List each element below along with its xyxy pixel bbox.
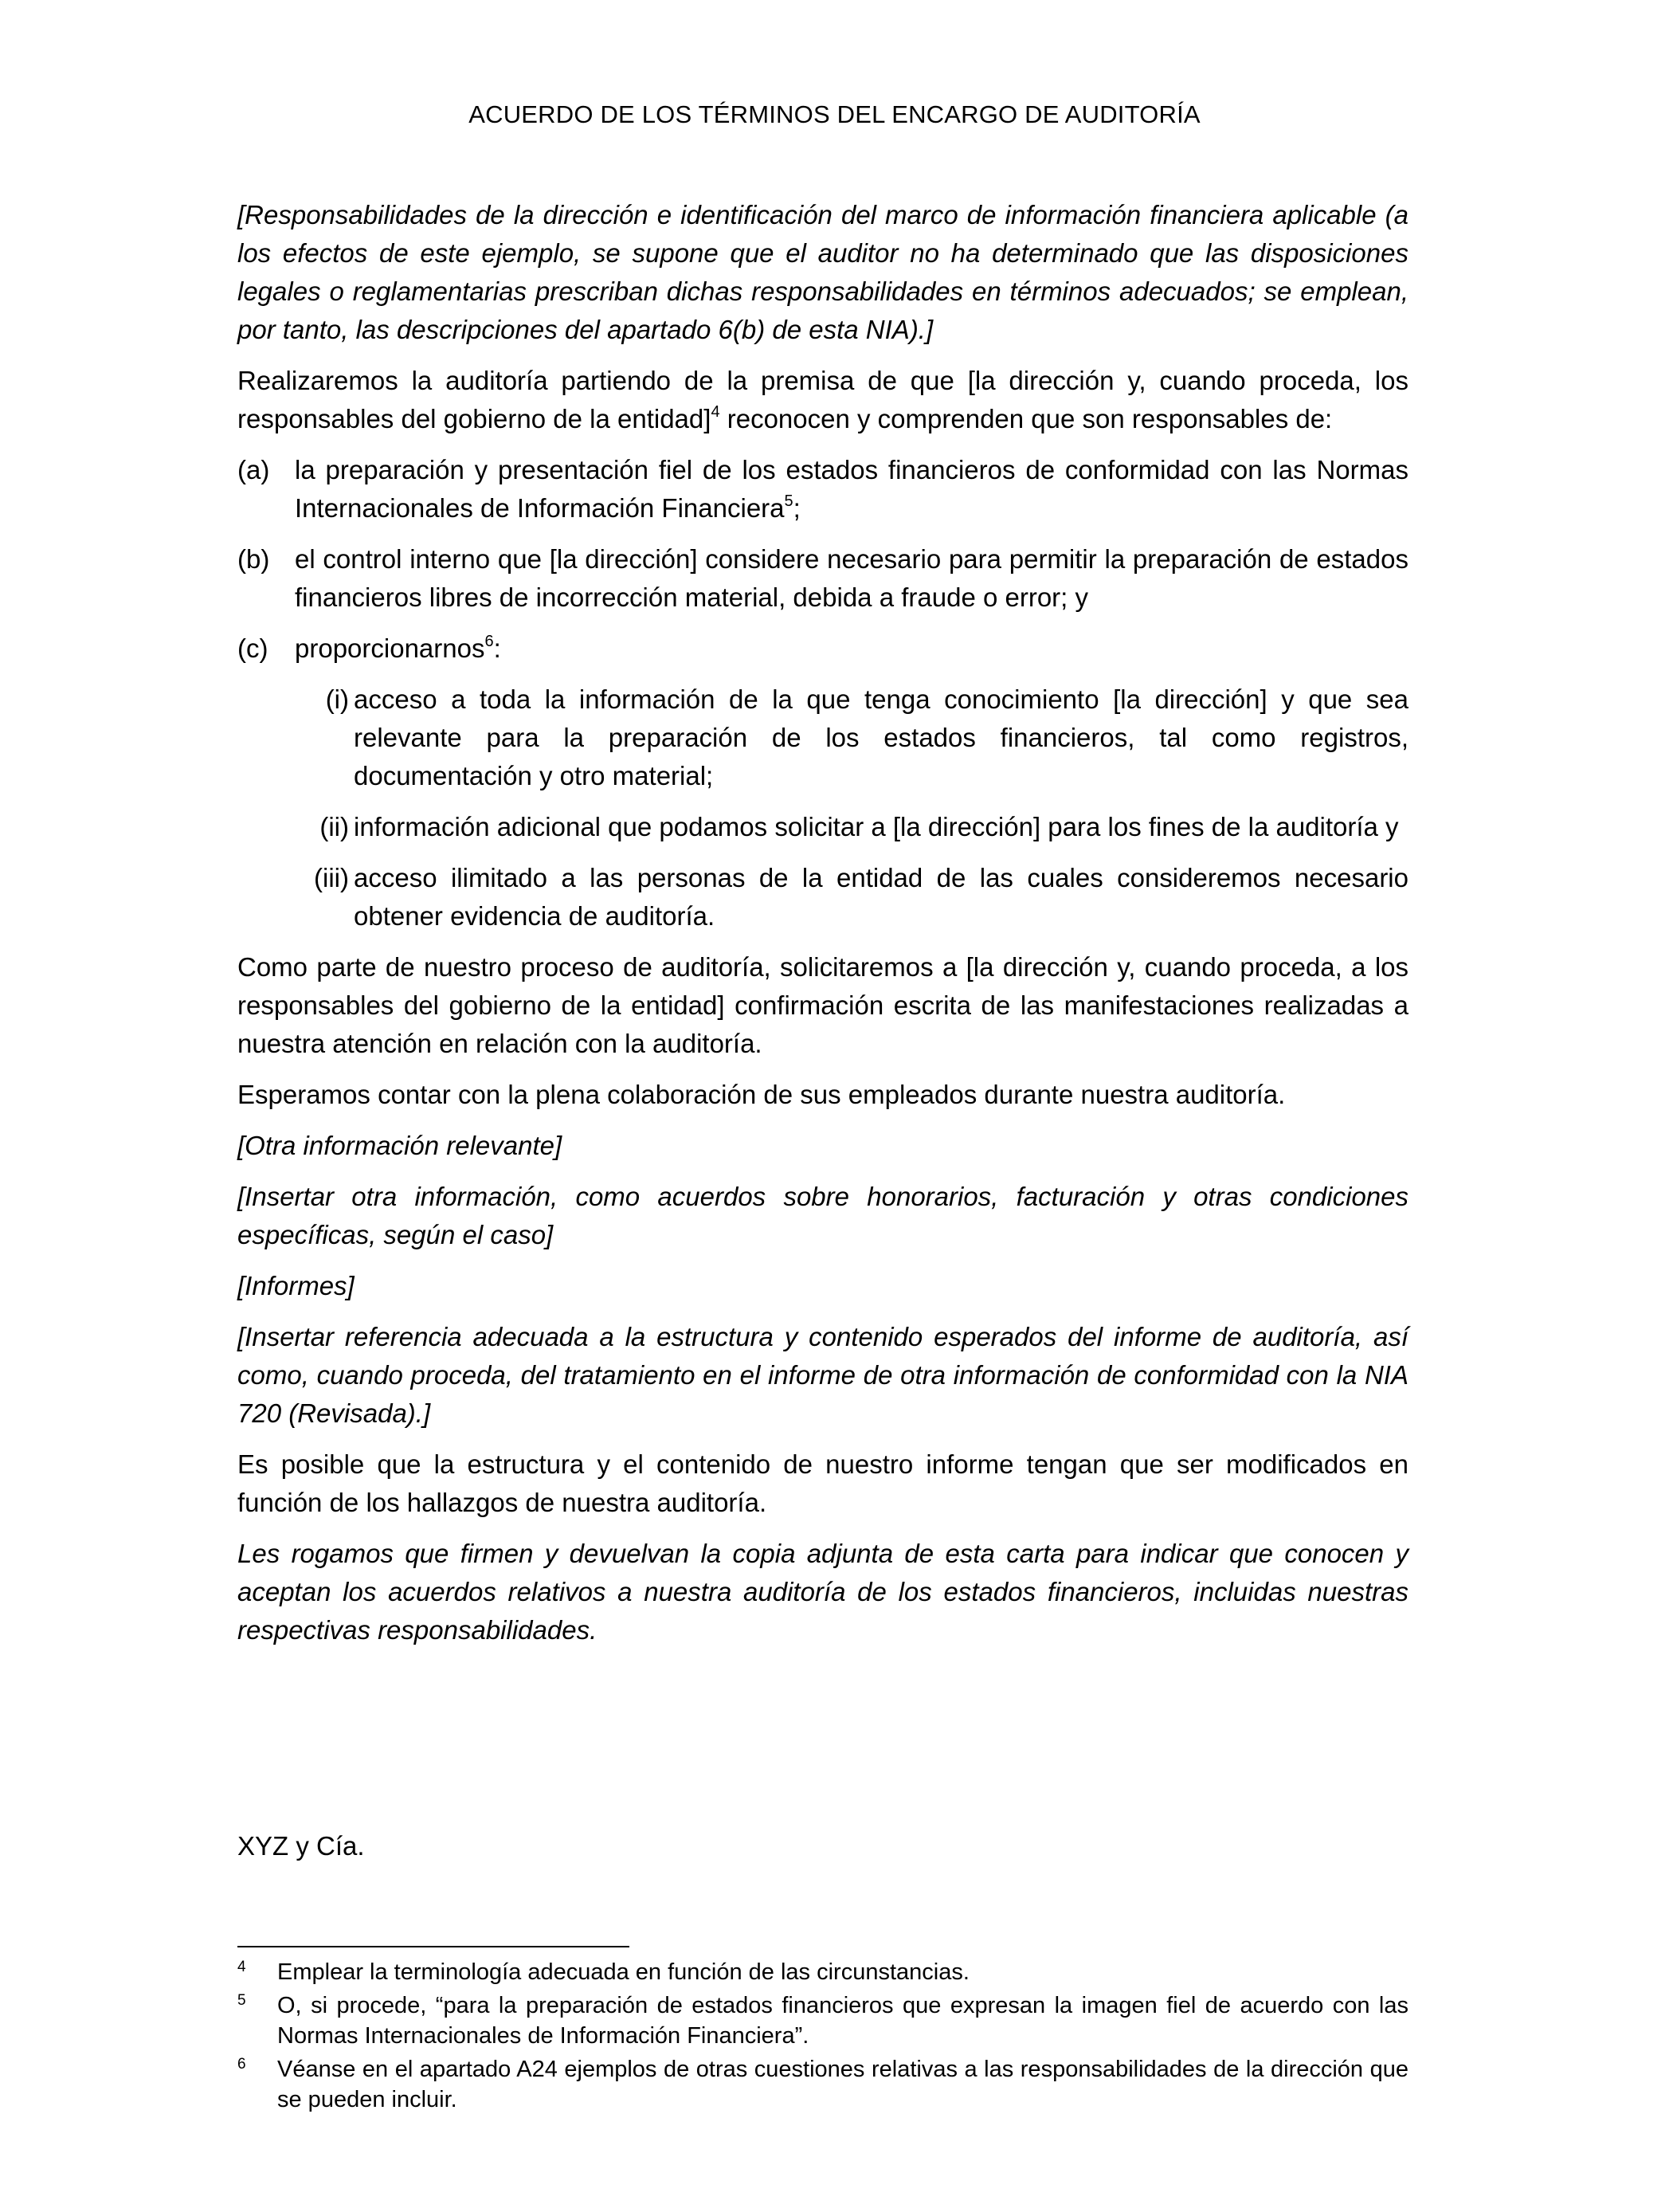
sublist-item-iii [295,859,1408,935]
sublist [237,680,1408,935]
sublist-item-ii [295,808,1408,846]
footnotes [237,1957,1408,2118]
list-label-b: (b) [237,544,270,574]
list-text-a-end: ; [793,493,801,523]
list-text-a [295,451,1408,528]
premise-text-end: reconocen y comprenden que son responsables de: [719,404,1333,433]
signature-firm-name: XYZ y Cía. [237,1831,365,1861]
list-item-c [237,629,1408,668]
premise-text-start: Realizaremos la auditoría partiendo de la premisa de que [la dirección y, cuando proceda, los responsables del gobierno de la entidad] [237,366,1408,433]
sublist-label-ii: (ii) [319,812,349,841]
sublist-label-iii: (iii) [314,863,349,892]
sublist-item-i [295,680,1408,795]
document-body [237,196,1408,1662]
footnote-number: 5 [237,1992,246,2009]
paragraph-sign-and-return: Les rogamos que firmen y devuelvan la copia adjunta de esta carta para indicar que conocen y aceptan los acuerdos relativos a nuestra auditoría de los estados financieros, incluidas nuestras respectivas responsabilidades. [237,1539,1408,1645]
list-text-a-body: la preparación y presentación fiel de los estados financieros de conformidad con las Normas Internacionales de Información Financiera [295,455,1408,523]
list-label-a: (a) [237,455,270,484]
list-text-c-body: proporcionarnos [295,633,485,663]
paragraph-insert-other-information: [Insertar otra información, como acuerdos sobre honorarios, facturación y otras condiciones específicas, según el caso] [237,1182,1408,1249]
footnote-number: 6 [237,2056,246,2073]
footnote-text: Véanse en el apartado A24 ejemplos de otras cuestiones relativas a las responsabilidades de la dirección que se pueden incluir. [277,2057,1408,2112]
footnote-5 [237,1990,1408,2051]
list-item-a [237,451,1408,528]
list-text-b: el control interno que [la dirección] considere necesario para permitir la preparación de estados financieros libres de incorrección material, debida a fraude o error; y [295,544,1408,612]
paragraph-premise [237,362,1408,438]
paragraph-responsibilities-heading: [Responsabilidades de la dirección e identificación del marco de información financiera aplicable (a los efectos de este ejemplo, se supone que el auditor no ha determinado que las disposiciones legales o reglamentarias prescriban dichas responsabilidades en términos adecuados; se emplean, por tanto, las descripciones del apartado 6(b) de esta NIA).] [237,200,1408,344]
footnote-ref-6[interactable]: 6 [484,633,494,650]
footnote-ref-5[interactable]: 5 [784,492,793,510]
footnote-ref-4[interactable]: 4 [711,403,720,421]
footnote-4 [237,1957,1408,1987]
heading-other-information: [Otra información relevante] [237,1131,562,1160]
list-label-c: (c) [237,633,268,663]
footnote-separator [237,1946,629,1947]
paragraph-written-confirmation: Como parte de nuestro proceso de auditoría, solicitaremos a [la dirección y, cuando proceda, a los responsables del gobierno de la entidad] confirmación escrita de las manifestaciones realizadas a nuestra atención en relación con la auditoría. [237,952,1408,1058]
footnote-text: O, si procede, “para la preparación de estados financieros que expresan la imagen fiel de acuerdo con las Normas Internacionales de Información Financiera”. [277,1993,1408,2049]
paragraph-cooperation: Esperamos contar con la plena colaboración de sus empleados durante nuestra auditoría. [237,1080,1286,1109]
footnote-number: 4 [237,1959,246,1975]
footnote-text: Emplear la terminología adecuada en función de las circunstancias. [277,1959,970,1985]
footnote-6 [237,2054,1408,2115]
paragraph-report-modification: Es posible que la estructura y el contenido de nuestro informe tengan que ser modificados en función de los hallazgos de nuestra auditoría. [237,1449,1408,1517]
sublist-text-ii: información adicional que podamos solicitar a [la dirección] para los fines de la auditoría y [354,812,1399,841]
paragraph-insert-report-reference: [Insertar referencia adecuada a la estructura y contenido esperados del informe de auditoría, así como, cuando proceda, del tratamiento en el informe de otra información de conformidad con la NIA 720 (Revisada).] [237,1322,1408,1428]
list-text-c [295,629,1408,668]
heading-reports: [Informes] [237,1271,355,1300]
sublist-label-i: (i) [325,684,349,714]
list-text-c-end: : [493,633,501,663]
sublist-text-i: acceso a toda la información de la que tenga conocimiento [la dirección] y que sea relevante para la preparación de los estados financieros, tal como registros, documentación y otro material; [354,684,1408,790]
sublist-text-iii: acceso ilimitado a las personas de la entidad de las cuales consideremos necesario obtener evidencia de auditoría. [354,863,1408,931]
page-header-title: ACUERDO DE LOS TÉRMINOS DEL ENCARGO DE AUDITORÍA [468,100,1201,128]
list-item-b [237,540,1408,617]
